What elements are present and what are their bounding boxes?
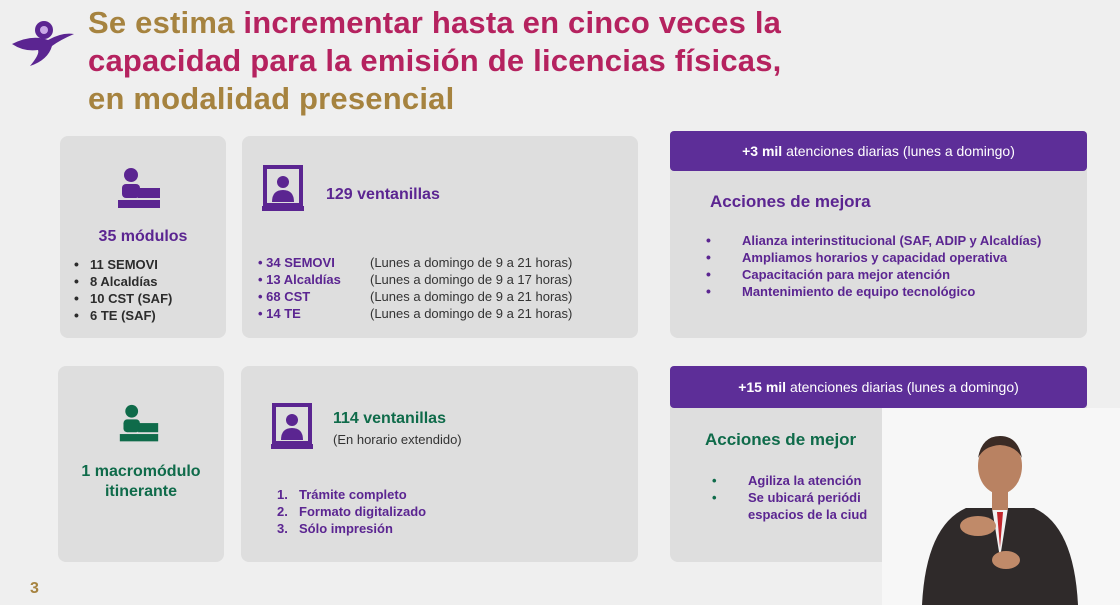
- title-line2: capacidad para la emisión de licencias físicas,: [88, 43, 782, 78]
- list-item: • 10 CST (SAF): [74, 290, 172, 307]
- modules-list: [74, 256, 172, 324]
- person-in-window-icon: [262, 164, 304, 212]
- list-item: • Ampliamos horarios y capacidad operativa: [706, 249, 1066, 266]
- list-item: 2. Formato digitalizado: [277, 504, 427, 519]
- person-at-desk-icon: [116, 166, 162, 212]
- list-item: • Mantenimiento de equipo tecnológico: [706, 283, 1066, 300]
- list-item: • Agiliza la atención: [712, 473, 862, 488]
- list-item: 1. Trámite completo: [277, 487, 407, 502]
- ventanillas-129-card: [242, 136, 638, 338]
- list-item: • 14 TE (Lunes a domingo de 9 a 21 horas): [258, 306, 573, 321]
- macromodulo-heading: 1 macromódulo itinerante: [81, 463, 201, 500]
- list-item: • 34 SEMOVI (Lunes a domingo de 9 a 21 horas): [258, 255, 573, 270]
- hummingbird-logo-icon: [8, 10, 78, 70]
- modules-card: [60, 136, 226, 338]
- mejora-bottom-heading: Acciones de mejor: [705, 430, 857, 449]
- list-item: • Alianza interinstitucional (SAF, ADIP y Alcaldías): [706, 232, 1066, 249]
- ventanillas-114-sub: (En horario extendido): [333, 432, 462, 447]
- title-line1-b: incrementar hasta en cinco veces la: [243, 5, 782, 40]
- ventanillas-114-card: [241, 366, 638, 562]
- list-item: • 11 SEMOVI: [74, 256, 172, 273]
- atenciones-top-banner: +3 mil atenciones diarias (lunes a domingo): [670, 131, 1087, 171]
- list-item: • 6 TE (SAF): [74, 307, 172, 324]
- ventanillas-129-list: [258, 254, 572, 322]
- list-item: 3. Sólo impresión: [277, 521, 393, 536]
- modules-heading: 35 módulos: [98, 228, 188, 245]
- person-at-desk-icon: [118, 402, 160, 446]
- ventanillas-129-heading: 129 ventanillas: [326, 186, 440, 203]
- interpreter-video: [882, 408, 1120, 605]
- person-in-window-icon: [271, 402, 313, 450]
- atenciones-bottom-banner: +15 mil atenciones diarias (lunes a domingo): [670, 366, 1087, 408]
- list-item: • 8 Alcaldías: [74, 273, 172, 290]
- list-item: • Capacitación para mejor atención: [706, 266, 1066, 283]
- mejora-top-heading: Acciones de mejora: [710, 192, 871, 211]
- page-title: [88, 4, 988, 118]
- macromodulo-card: [58, 366, 224, 562]
- page-number: 3: [30, 580, 39, 597]
- list-item: • Se ubicará periódi: [712, 490, 861, 505]
- ventanillas-114-list: [277, 486, 426, 537]
- list-item: • 68 CST (Lunes a domingo de 9 a 21 horas): [258, 289, 573, 304]
- mejora-bottom-list: [712, 472, 867, 523]
- list-item: espacios de la ciud: [748, 507, 868, 522]
- title-line1-a: Se estima: [88, 5, 244, 40]
- title-line3: en modalidad presencial: [88, 81, 455, 116]
- interpreter-figure-icon: [882, 408, 1120, 605]
- list-item: • 13 Alcaldías (Lunes a domingo de 9 a 17 horas): [258, 272, 573, 287]
- mejora-top-card: [670, 150, 1087, 338]
- mejora-top-list: [706, 232, 1066, 300]
- ventanillas-114-heading: 114 ventanillas: [333, 410, 446, 427]
